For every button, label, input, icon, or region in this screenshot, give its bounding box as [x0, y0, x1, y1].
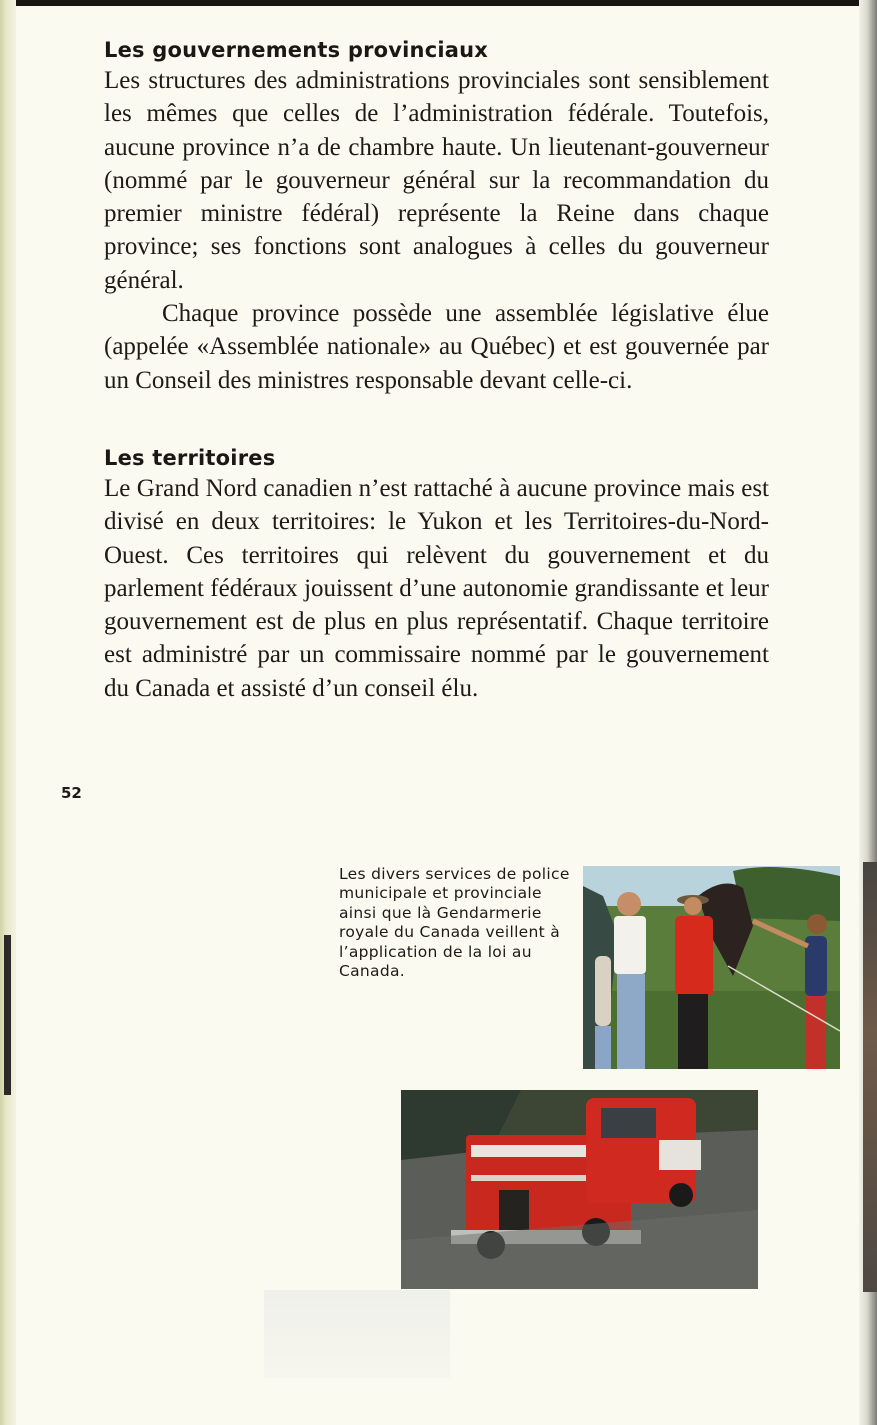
photo-caption: Les divers services de police municipale et provinciale ainsi que là Gendarmerie royale du Canada veillent à l’application de la loi au Canada. [339, 865, 570, 981]
bleed-through-text [264, 1290, 450, 1378]
page-left-edge [0, 0, 16, 1425]
spine-mark [4, 935, 11, 1095]
paragraph: Le Grand Nord canadien n’est rattaché à aucune province mais est divisé en deux territoires: le Yukon et les Territoires-du-Nord-Ouest. Ces territoires qui relèvent du gouvernement et du parlement fédéraux jouissent d’une autonomie grandissante et leur gouvernement est de plus en plus représentatif. Chaque territoire est administré par un commissaire nommé par le gouvernement du Canada et assisté d’un conseil élu. [104, 474, 769, 702]
police-photo [583, 866, 840, 1069]
page-number: 52 [61, 784, 82, 802]
paragraph: Les structures des administrations provinciales sont sensiblement les mêmes que celles de l’administration fédérale. Toutefois, aucune province n’a de chambre haute. Un lieutenant-gouverneur (nommé par le gouverneur général sur la recommandation du premier ministre fédéral) représente la Reine dans chaque province; ses fonctions sont analogues à celles du gouverneur général. [104, 67, 769, 294]
section-provincial-governments [104, 36, 769, 397]
body-text [104, 36, 769, 705]
next-page-edge [863, 862, 877, 1292]
section-territories [104, 444, 769, 705]
paragraph: Chaque province possède une assemblée législative élue (appelée «Assemblée nationale» au Québec) et est gouvernée par un Conseil des ministres responsable devant celle-ci. [104, 300, 769, 394]
page-top-edge [0, 0, 877, 6]
section-heading: Les territoires [104, 445, 276, 470]
section-heading: Les gouvernements provinciaux [104, 38, 489, 62]
firetruck-photo [401, 1090, 758, 1289]
